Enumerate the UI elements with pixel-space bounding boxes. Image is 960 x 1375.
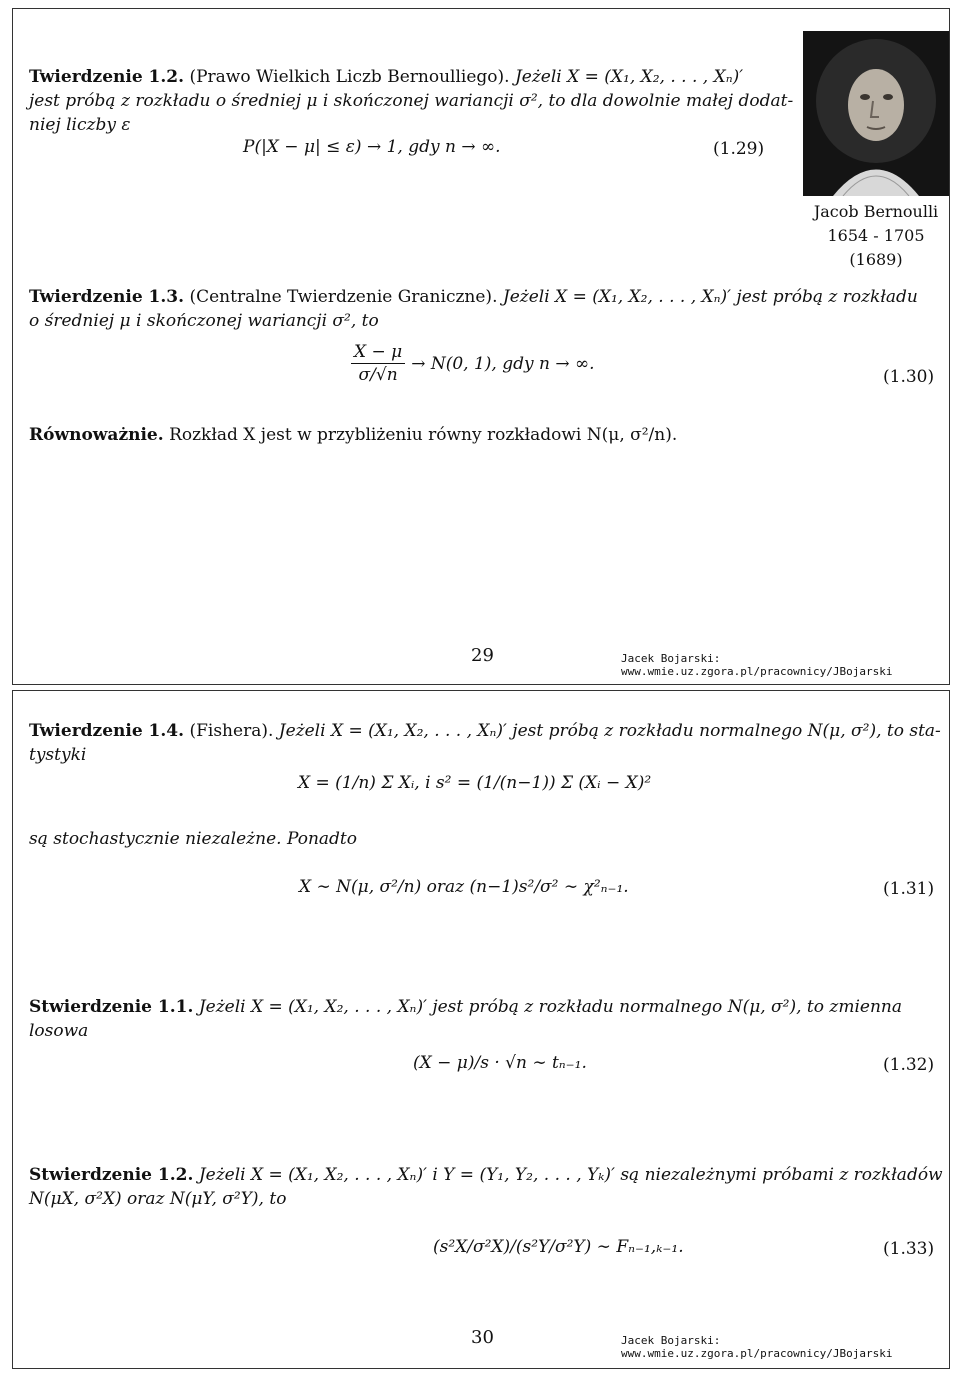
equation-1-29 [243,137,501,157]
formula-tail: → N(0, 1), gdy n → ∞. [411,353,595,374]
page-29 [12,8,950,685]
proposition-label: Stwierdzenie 1.2. [29,1165,194,1185]
equation-number: (1.30) [883,367,935,387]
proposition-text: Jeżeli X = (X₁, X₂, . . . , Xₙ)′ jest próbą z rozkładu normalnego N(μ, σ²), to zmienna losowa [29,997,902,1041]
proposition-text: Jeżeli X = (X₁, X₂, . . . , Xₙ)′ i Y = (Y₁, Y₂, . . . , Yₖ)′ są niezależnymi próbami z rozkładów [198,1165,943,1185]
formula-text: (s²X/σ²X)/(s²Y/σ²Y) ∼ Fₙ₋₁,ₖ₋₁. [433,1237,684,1257]
theorem-label: Twierdzenie 1.3. [29,287,185,307]
theorem-1-4-line3: są stochastycznie niezależne. Ponadto [29,829,357,849]
note-label: Równoważnie. [29,425,164,445]
equation-1-30 [351,341,595,386]
proposition-1-2 [29,1163,949,1211]
proposition-label: Stwierdzenie 1.1. [29,997,194,1017]
formula-text: X = (1/n) Σ Xᵢ, i s² = (1/(n−1)) Σ (Xᵢ − X)² [298,773,652,793]
proposition-1-1 [29,995,949,1043]
page-number: 29 [471,645,494,666]
theorem-1-4-line2: tystyki [29,745,87,765]
equation-1-31 [299,877,629,897]
note-text: Rozkład X jest w przybliżeniu równy rozkładowi N(μ, σ²/n). [169,425,678,445]
theorem-name: (Prawo Wielkich Liczb Bernoulliego). [189,67,510,87]
formula-text: (X − μ)/s · √n ∼ tₙ₋₁. [413,1053,587,1073]
equation-1-33 [433,1237,684,1257]
equation-1-32 [413,1053,587,1073]
portrait-years: 1654 - 1705 [827,226,925,245]
equation-statistics [298,773,651,793]
page-number: 30 [471,1327,494,1348]
equivalently-note [29,423,929,447]
author-footer: Jacek Bojarski: www.wmie.uz.zgora.pl/pracownicy/JBojarski [621,652,893,678]
theorem-1-2-line2: jest próbą z rozkładu o średniej μ i skończonej wariancji σ², to dla dowolnie małej dodat- [29,91,794,111]
equation-number: (1.32) [883,1055,935,1075]
theorem-label: Twierdzenie 1.4. [29,721,185,741]
theorem-1-3-line1 [29,285,949,309]
formula-text: X ∼ N(μ, σ²/n) oraz (n−1)s²/σ² ∼ χ²ₙ₋₁. [299,877,629,897]
proposition-1-2-line1 [29,1163,949,1187]
portrait-name: Jacob Bernoulli [813,202,939,221]
theorem-label: Twierdzenie 1.2. [29,67,185,87]
fraction-numerator: X − μ [351,341,405,364]
fraction-denominator: σ/√n [358,365,398,385]
theorem-text: Jeżeli X = (X₁, X₂, . . . , Xₙ)′ jest próbą z rozkładu [502,287,918,307]
formula-text: P(|X − μ| ≤ ε) → 1, gdy n → ∞. [243,137,501,157]
equation-number: (1.33) [883,1239,935,1259]
author-footer: Jacek Bojarski: www.wmie.uz.zgora.pl/pracownicy/JBojarski [621,1334,893,1360]
theorem-text: Jeżeli X = (X₁, X₂, . . . , Xₙ)′ jest próbą z rozkładu normalnego N(μ, σ²), to sta- [278,721,941,741]
theorem-1-3 [29,285,949,333]
portrait-image [803,31,949,196]
theorem-1-4 [29,719,949,767]
theorem-1-2 [29,65,799,137]
theorem-name: (Fishera). [189,721,274,741]
fraction [351,341,405,386]
theorem-1-4-line1 [29,719,949,743]
portrait-caption [793,200,959,272]
proposition-1-2-line2: N(μX, σ²X) oraz N(μY, σ²Y), to [29,1189,287,1209]
theorem-1-3-line2: o średniej μ i skończonej wariancji σ², to [29,311,379,331]
theorem-text: Jeżeli X = (X₁, X₂, . . . , Xₙ)′ [514,67,744,87]
theorem-name: (Centralne Twierdzenie Graniczne). [189,287,498,307]
page-30 [12,690,950,1369]
theorem-1-2-line3: niej liczby ε [29,115,131,135]
portrait-year: (1689) [849,250,903,269]
equation-number: (1.29) [713,139,765,159]
equation-number: (1.31) [883,879,935,899]
portrait-drawing [803,31,949,196]
theorem-1-2-line1 [29,65,799,89]
